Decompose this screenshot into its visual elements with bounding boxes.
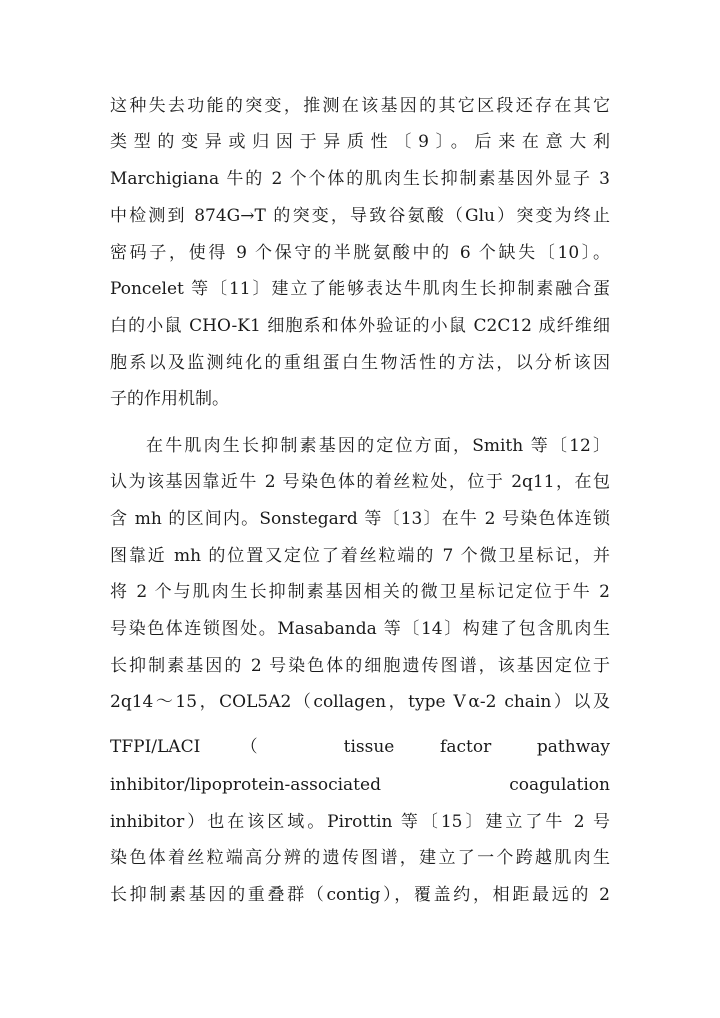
text-line: 在牛肌肉生长抑制素基因的定位方面，Smith 等〔12〕 bbox=[146, 436, 610, 456]
text-line: 长抑制素基因的 2 号染色体的细胞遗传图谱，该基因定位于 bbox=[110, 656, 610, 676]
text-line: 密码子，使得 9 个保守的半胱氨酸中的 6 个缺失〔10〕。 bbox=[110, 243, 610, 263]
text-line: inhibitor）也在该区域。Pirottin 等〔15〕建立了牛 2 号 bbox=[110, 812, 610, 832]
text-line: 类型的变异或归因于异质性〔9〕。后来在意大利 bbox=[110, 132, 610, 152]
text-line: 白的小鼠 CHO-K1 细胞系和体外验证的小鼠 C2C12 成纤维细 bbox=[110, 316, 610, 336]
text-line: Poncelet 等〔11〕建立了能够表达牛肌肉生长抑制素融合蛋 bbox=[110, 279, 610, 299]
text-line: inhibitor/lipoprotein-associated coagulation bbox=[110, 775, 610, 795]
text-line: Marchigiana 牛的 2 个个体的肌肉生长抑制素基因外显子 3 bbox=[110, 169, 610, 189]
text-line: 认为该基因靠近牛 2 号染色体的着丝粒处，位于 2q11，在包 bbox=[110, 472, 610, 492]
text-line: 2q14～15，COL5A2（collagen，type Ⅴα-2 chain）以及 bbox=[110, 692, 610, 712]
text-line: 将 2 个与肌肉生长抑制素基因相关的微卫星标记定位于牛 2 bbox=[110, 582, 610, 602]
text-line: 长抑制素基因的重叠群（contig），覆盖约，相距最远的 2 bbox=[110, 885, 610, 905]
text-line: 染色体着丝粒端高分辨的遗传图谱，建立了一个跨越肌肉生 bbox=[110, 848, 610, 868]
text-line: 子的作用机制。 bbox=[110, 389, 229, 409]
text-line: 这种失去功能的突变，推测在该基因的其它区段还存在其它 bbox=[110, 96, 610, 116]
text-line: 号染色体连锁图处。Masabanda 等〔14〕构建了包含肌肉生 bbox=[110, 619, 610, 639]
text-line: 胞系以及监测纯化的重组蛋白生物活性的方法，以分析该因 bbox=[110, 353, 610, 373]
text-line: 图靠近 mh 的位置又定位了着丝粒端的 7 个微卫星标记，并 bbox=[110, 546, 610, 566]
text-line: 中检测到 874G→T 的突变，导致谷氨酸（Glu）突变为终止 bbox=[110, 206, 610, 226]
text-line: 含 mh 的区间内。Sonstegard 等〔13〕在牛 2 号染色体连锁 bbox=[110, 509, 610, 529]
text-line: TFPI/LACI（ tissue factor pathway bbox=[110, 737, 610, 757]
